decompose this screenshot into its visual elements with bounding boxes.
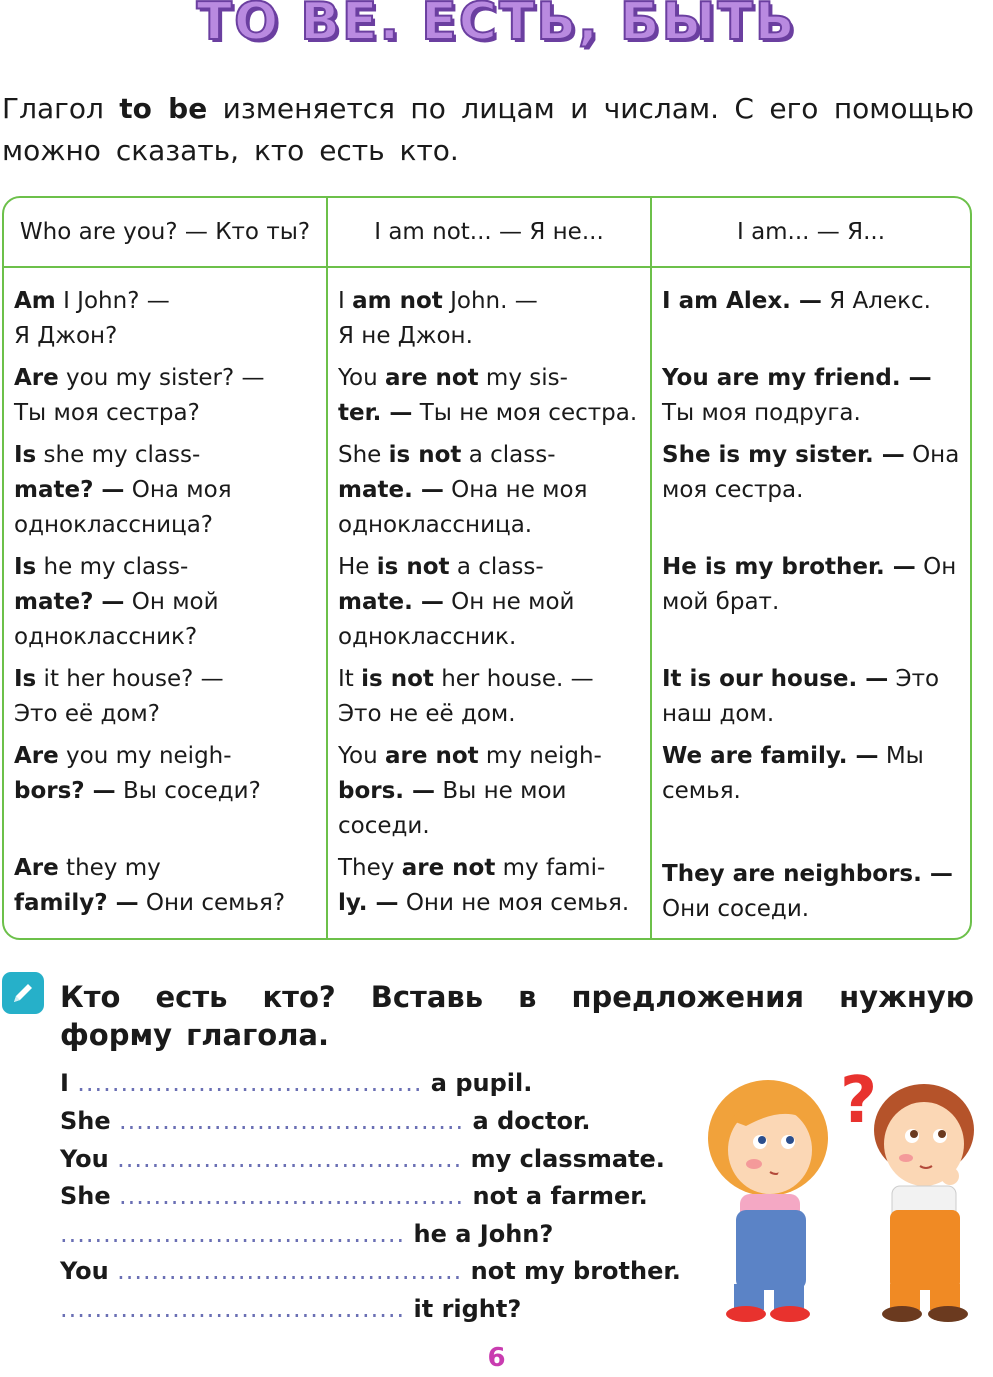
exercise-item [60,1294,521,1324]
exercise-item [60,1219,553,1249]
table-header-positive: I am... — Я... [736,219,886,245]
table-cell-line: They are neighbors. — [662,861,953,887]
children-illustration [706,1060,992,1322]
table-cell-line: It is not her house. — [338,666,594,692]
table-cell [338,550,640,655]
table-cell-line: He is my brother. — Он [662,554,957,580]
pencil-icon [2,972,44,1014]
table-cell [14,662,322,732]
table-cell-line: Ты моя сестра? [14,400,200,426]
exercise-blank[interactable]: ........................................ [117,1145,463,1173]
exercise-rest: a pupil. [422,1069,533,1097]
exercise-item [60,1106,590,1136]
table-cell-line: You are not my neigh- [338,743,602,769]
exercise-subject: You [60,1257,118,1285]
table-cell-line: Это не её дом. [338,701,516,727]
exercise-item [60,1144,665,1174]
table-cell-line: соседи. [338,813,430,839]
table-cell-line: I am Alex. — Я Алекс. [662,288,931,314]
table-cell-line: You are my friend. — [662,365,932,391]
table-cell [338,739,640,844]
table-cell-line: Is he my class- [14,554,189,580]
table-cell-line: ter. — Ты не моя сестра. [338,400,638,426]
table-cell [338,361,640,431]
exercise-blank[interactable]: ........................................ [119,1107,465,1135]
table-cell-line: мой брат. [662,589,780,615]
table-header-negative: I am not... — Я не... [374,219,604,245]
conjugation-table [2,196,972,940]
exercise-subject: She [60,1107,120,1135]
exercise-subject: I [60,1069,78,1097]
table-divider [326,198,328,938]
table-cell-line: Is she my class- [14,442,201,468]
table-cell-line: He is not a class- [338,554,544,580]
table-header-questions: Who are you? — Кто ты? [19,219,311,245]
exercise-subject: She [60,1182,120,1210]
table-cell [14,851,322,921]
table-cell-line: ly. — Они не моя семья. [338,890,630,916]
table-cell-line: She is not a class- [338,442,556,468]
table-cell-line: You are not my sis- [338,365,568,391]
exercise-blank[interactable]: ........................................ [117,1257,463,1285]
table-cell [14,284,322,354]
exercise-blank[interactable]: ........................................ [60,1295,406,1323]
table-cell [662,662,964,732]
exercise-rest: it right? [405,1295,522,1323]
exercise-item [60,1068,532,1098]
intro-text-1: Глагол [2,92,120,125]
exercise-rest: a doctor. [464,1107,591,1135]
table-cell [662,361,964,431]
table-cell [662,438,964,508]
exercise-blank[interactable]: ........................................ [77,1069,423,1097]
table-cell [662,739,964,809]
table-cell [662,857,964,927]
table-cell-line: семья. [662,778,741,804]
table-cell-line: She is my sister. — Она [662,442,960,468]
exercise-blank[interactable]: ........................................ [60,1220,406,1248]
table-cell-line: Я Джон? [14,323,118,349]
table-cell-line: bors? — Вы соседи? [14,778,261,804]
table-cell [338,851,640,921]
table-cell-line: mate? — Он мой [14,589,219,615]
table-cell-line: Я не Джон. [338,323,473,349]
table-cell-line: Ты моя подруга. [662,400,861,426]
table-cell [14,739,322,809]
table-cell-line: моя сестра. [662,477,804,503]
exercise-item [60,1181,648,1211]
table-cell [338,438,640,543]
page-number: 6 [487,1343,506,1373]
table-cell-line: одноклассница. [338,512,533,538]
table-cell-line: family? — Они семья? [14,890,286,916]
table-divider [650,198,652,938]
exercise-rest: not a farmer. [464,1182,648,1210]
table-cell-line: mate? — Она моя [14,477,232,503]
table-cell-line: одноклассница? [14,512,214,538]
intro-text-2: изменяется по лицам и числам. С его помощью можно сказать, кто есть кто. [2,92,974,167]
exercise-blank[interactable]: ........................................ [119,1182,465,1210]
table-cell-line: Is it her house? — [14,666,224,692]
table-cell [662,550,964,620]
table-cell-line: наш дом. [662,701,775,727]
table-cell [338,662,640,732]
task-heading: Кто есть кто? Вставь в предложения нужную форму глагола. [60,980,974,1052]
intro-term: to be [119,92,208,125]
table-cell-line: Это её дом? [14,701,160,727]
table-cell [662,284,964,319]
table-cell-line: одноклассник. [338,624,517,650]
table-cell-line: bors. — Вы не мои [338,778,567,804]
table-cell-line: I am not John. — [338,288,538,314]
intro-paragraph [2,88,974,172]
table-cell-line: They are not my fami- [338,855,606,881]
exercise-rest: he a John? [405,1220,554,1248]
exercise-rest: my classmate. [462,1145,665,1173]
table-header-divider [4,266,970,268]
exercise-item [60,1256,681,1286]
table-cell [14,361,322,431]
table-cell-line: Are you my neigh- [14,743,232,769]
table-cell-line: mate. — Он не мой [338,589,575,615]
table-cell-line: Are they my [14,855,161,881]
table-cell-line: Они соседи. [662,896,810,922]
table-cell-line: We are family. — Мы [662,743,924,769]
table-cell [14,438,322,543]
page-title: TO BE. ЕСТЬ, БЫТЬ [196,0,797,52]
exercise-subject: You [60,1145,118,1173]
table-cell [338,284,640,354]
table-cell-line: одноклассник? [14,624,198,650]
exercise-rest: not my brother. [462,1257,681,1285]
table-cell-line: mate. — Она не моя [338,477,588,503]
table-cell-line: Are you my sister? — [14,365,265,391]
table-cell [14,550,322,655]
table-cell-line: Am I John? — [14,288,170,314]
svg-text:?: ? [840,1064,878,1138]
table-cell-line: It is our house. — Это [662,666,940,692]
